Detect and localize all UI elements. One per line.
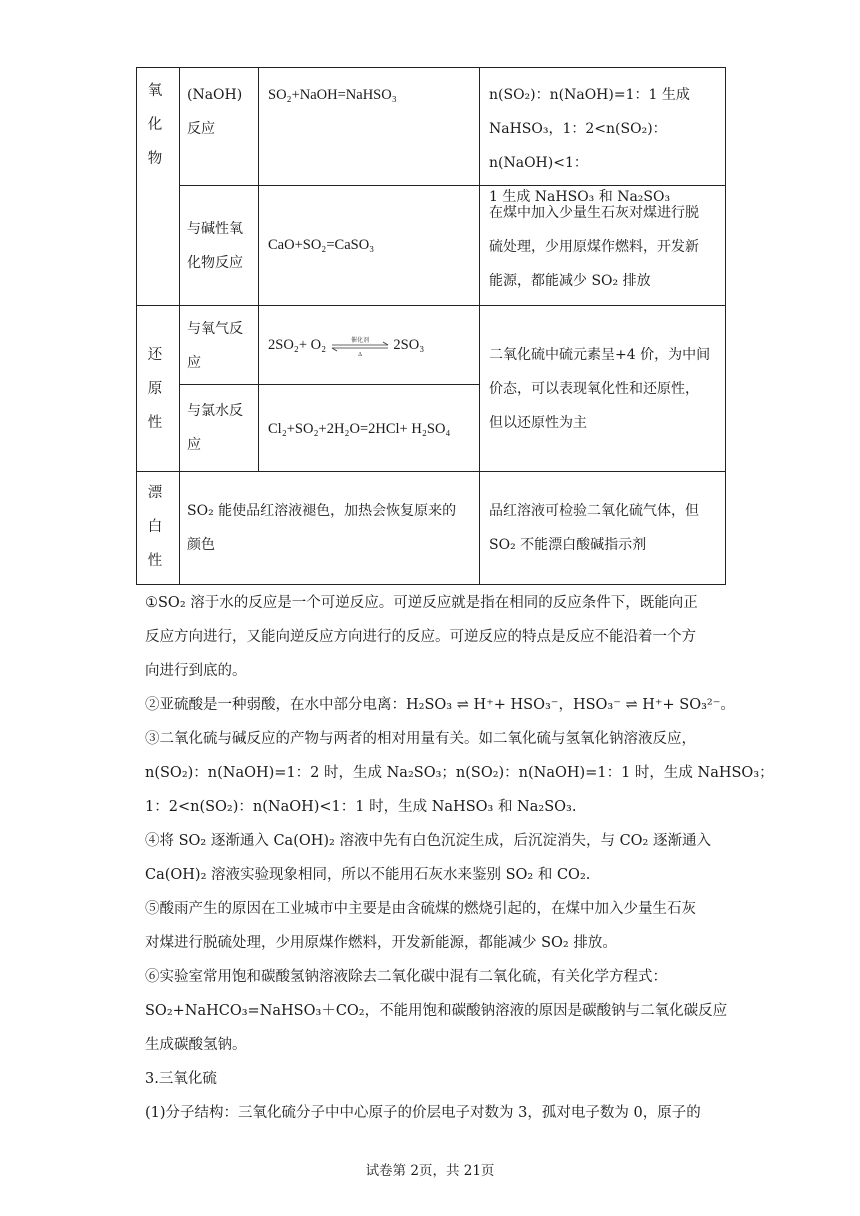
note-paragraph-5: ⑤酸雨产生的原因在工业城市中主要是由含硫煤的燃烧引起的，在煤中加入少量生石灰 对煤进行脱硫处理，少用原煤作燃料，开发新能源，都能减少 SO₂ 排放。 xyxy=(145,901,696,951)
equation-cell: 2SO₂+ O₂ 催化剂 Δ 2SO₃ xyxy=(268,328,424,362)
reaction-type-cell: 与氧气反 应 xyxy=(187,321,243,371)
structure-paragraph: (1)分子结构：三氧化硫分子中中心原子的价层电子对数为 3，孤对电子数为 0，原子的 xyxy=(145,1105,701,1121)
note-cell: n(SO₂)：n(NaOH)=1：1 生成 NaHSO₃，1：2<n(SO₂)：n(NaOH)<1： 1 生成 NaHSO₃ 和 Na₂SO₃ xyxy=(489,87,690,205)
group-label-bleaching: 漂 白 性 xyxy=(147,485,163,569)
group-label-oxide: 氧 化 物 xyxy=(147,83,163,167)
equation-cell: CaO+SO₂=CaSO₃ xyxy=(268,237,375,253)
note-paragraph-2: ②亚硫酸是一种弱酸，在水中部分电离：H₂SO₃ ⇌ H⁺+ HSO₃⁻，HSO₃⁻ ⇌ H⁺+ SO₃²⁻。 xyxy=(145,697,735,713)
catalyst-label: 催化剂 xyxy=(350,337,369,344)
table-divider xyxy=(137,305,725,306)
note-cell: 二氧化硫中硫元素呈+4 价，为中间 价态，可以表现氧化性和还原性， 但以还原性为主 xyxy=(489,347,711,431)
sulfur-dioxide-property-table xyxy=(136,67,726,585)
section-title: 3.三氧化硫 xyxy=(145,1071,217,1087)
note-paragraph-6: ⑥实验室常用饱和碳酸氢钠溶液除去二氧化碳中混有二氧化硫，有关化学方程式： SO₂+NaHCO₃=NaHSO₃＋CO₂，不能用饱和碳酸钠溶液的原因是碳酸钠与二氧化碳反应 生成碳酸氢钠。 xyxy=(145,969,728,1053)
table-divider xyxy=(179,384,479,385)
note-cell: 在煤中加入少量生石灰对煤进行脱 硫处理，少用原煤作燃料，开发新 能源，都能减少 SO₂ 排放 xyxy=(489,205,699,289)
page-footer: 试卷第 2页，共 21页 xyxy=(365,1163,495,1179)
equation-cell: Cl₂+SO₂+2H₂O=2HCl+ H₂SO₄ xyxy=(268,421,451,437)
table-divider xyxy=(179,68,180,584)
note-paragraph-3: ③二氧化硫与碱反应的产物与两者的相对用量有关。如二氧化硫与氢氧化钠溶液反应， n(SO₂)：n(NaOH)=1：2 时，生成 Na₂SO₃；n(SO₂)：n(NaOH)=1：1 时，生成 NaHSO₃； 1：2<n(SO₂)：n(NaOH)<1：1 时，生成 NaHSO₃ 和 Na₂SO₃. xyxy=(145,731,774,815)
reaction-type-cell: (NaOH) 反应 xyxy=(187,87,243,137)
table-divider xyxy=(258,68,259,471)
reaction-type-cell: 与氯水反 应 xyxy=(187,403,243,453)
note-paragraph-1: ①SO₂ 溶于水的反应是一个可逆反应。可逆反应就是指在相同的反应条件下，既能向正 反应方向进行，又能向逆反应方向进行的反应。可逆反应的特点是反应不能沿着一个方 向进行到底的。 xyxy=(145,595,698,679)
reversible-arrow-icon xyxy=(330,335,390,357)
group-label-reducibility: 还 原 性 xyxy=(147,347,163,431)
heat-label: Δ xyxy=(357,351,362,357)
reaction-type-cell: 与碱性氧 化物反应 xyxy=(187,221,243,271)
table-divider xyxy=(479,68,480,584)
note-paragraph-4: ④将 SO₂ 逐渐通入 Ca(OH)₂ 溶液中先有白色沉淀生成，后沉淀消失，与 CO₂ 逐渐通入 Ca(OH)₂ 溶液实验现象相同，所以不能用石灰水来鉴别 SO₂ 和 CO₂. xyxy=(145,833,711,883)
equation-cell: SO₂+NaOH=NaHSO₃ xyxy=(268,87,397,103)
table-divider xyxy=(137,471,725,472)
note-cell: 品红溶液可检验二氧化硫气体，但 SO₂ 不能漂白酸碱指示剂 xyxy=(489,503,699,553)
bleaching-desc-cell: SO₂ 能使品红溶液褪色，加热会恢复原来的 颜色 xyxy=(187,503,457,553)
